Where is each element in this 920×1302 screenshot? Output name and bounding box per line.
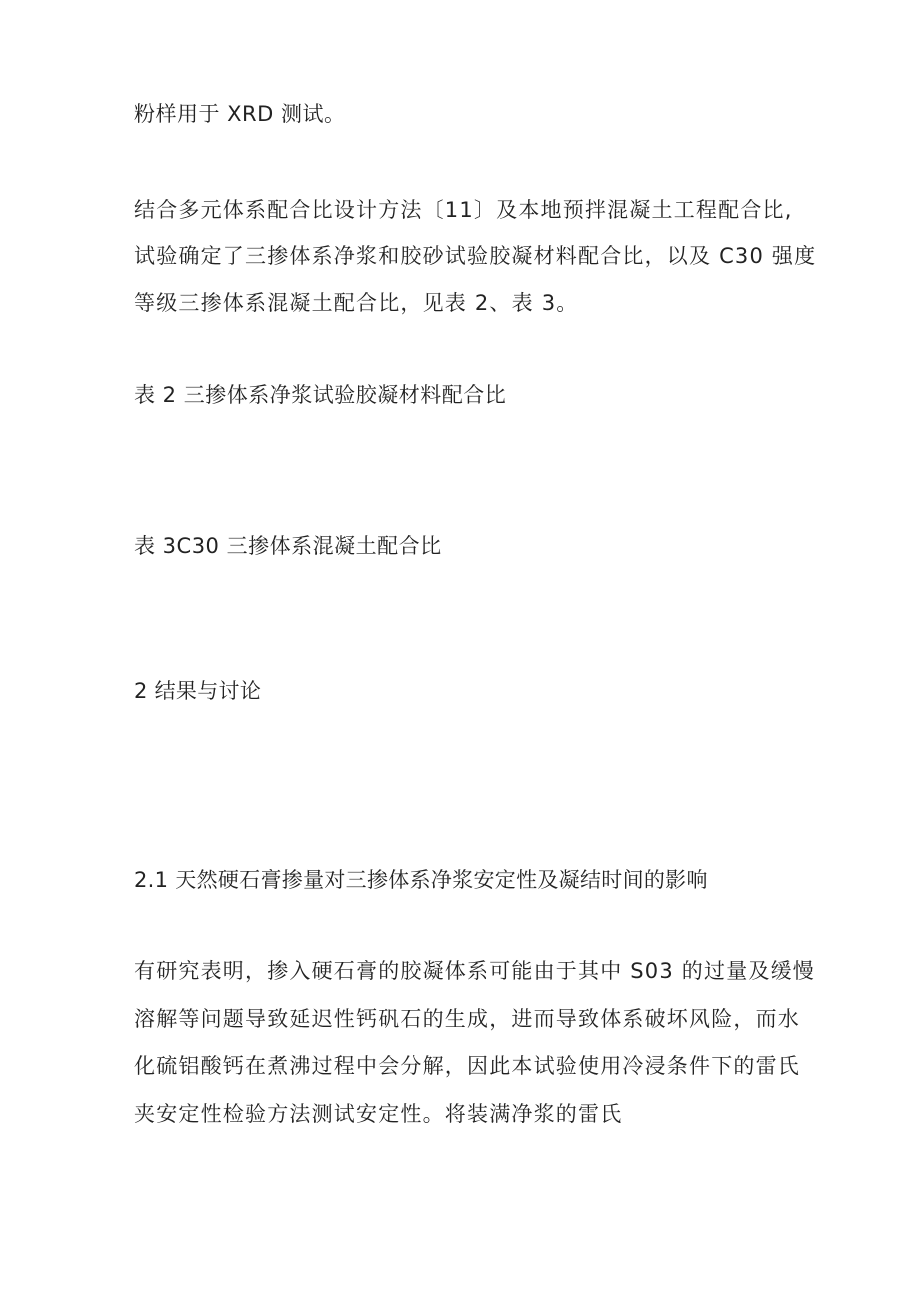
paragraph1-line-1: 结合多元体系配合比设计方法〔11〕及本地预拌混凝土工程配合比, — [134, 198, 793, 222]
paragraph1-line-2: 试验确定了三掺体系净浆和胶砂试验胶凝材料配合比，以及 C30 强度 — [134, 244, 817, 268]
intro-line: 粉样用于 XRD 测试。 — [134, 102, 346, 126]
subsection-heading: 2.1 天然硬石膏掺量对三掺体系净浆安定性及凝结时间的影响 — [134, 868, 708, 892]
section-heading: 2 结果与讨论 — [134, 679, 262, 703]
paragraph2-line-4: 夹安定性检验方法测试安定性。将装满净浆的雷氏 — [134, 1102, 623, 1126]
paragraph2-line-1: 有研究表明，掺入硬石膏的胶凝体系可能由于其中 S03 的过量及缓慢 — [134, 959, 815, 983]
table2-caption: 表 2 三掺体系净浆试验胶凝材料配合比 — [134, 383, 507, 407]
paragraph2-line-3: 化硫铝酸钙在煮沸过程中会分解，因此本试验使用冷浸条件下的雷氏 — [134, 1054, 800, 1078]
paragraph2-line-2: 溶解等问题导致延迟性钙矾石的生成，进而导致体系破坏风险，而水 — [134, 1007, 800, 1031]
paragraph1-line-3: 等级三掺体系混凝土配合比，见表 2、表 3。 — [134, 291, 579, 315]
table3-caption: 表 3C30 三掺体系混凝土配合比 — [134, 534, 442, 558]
